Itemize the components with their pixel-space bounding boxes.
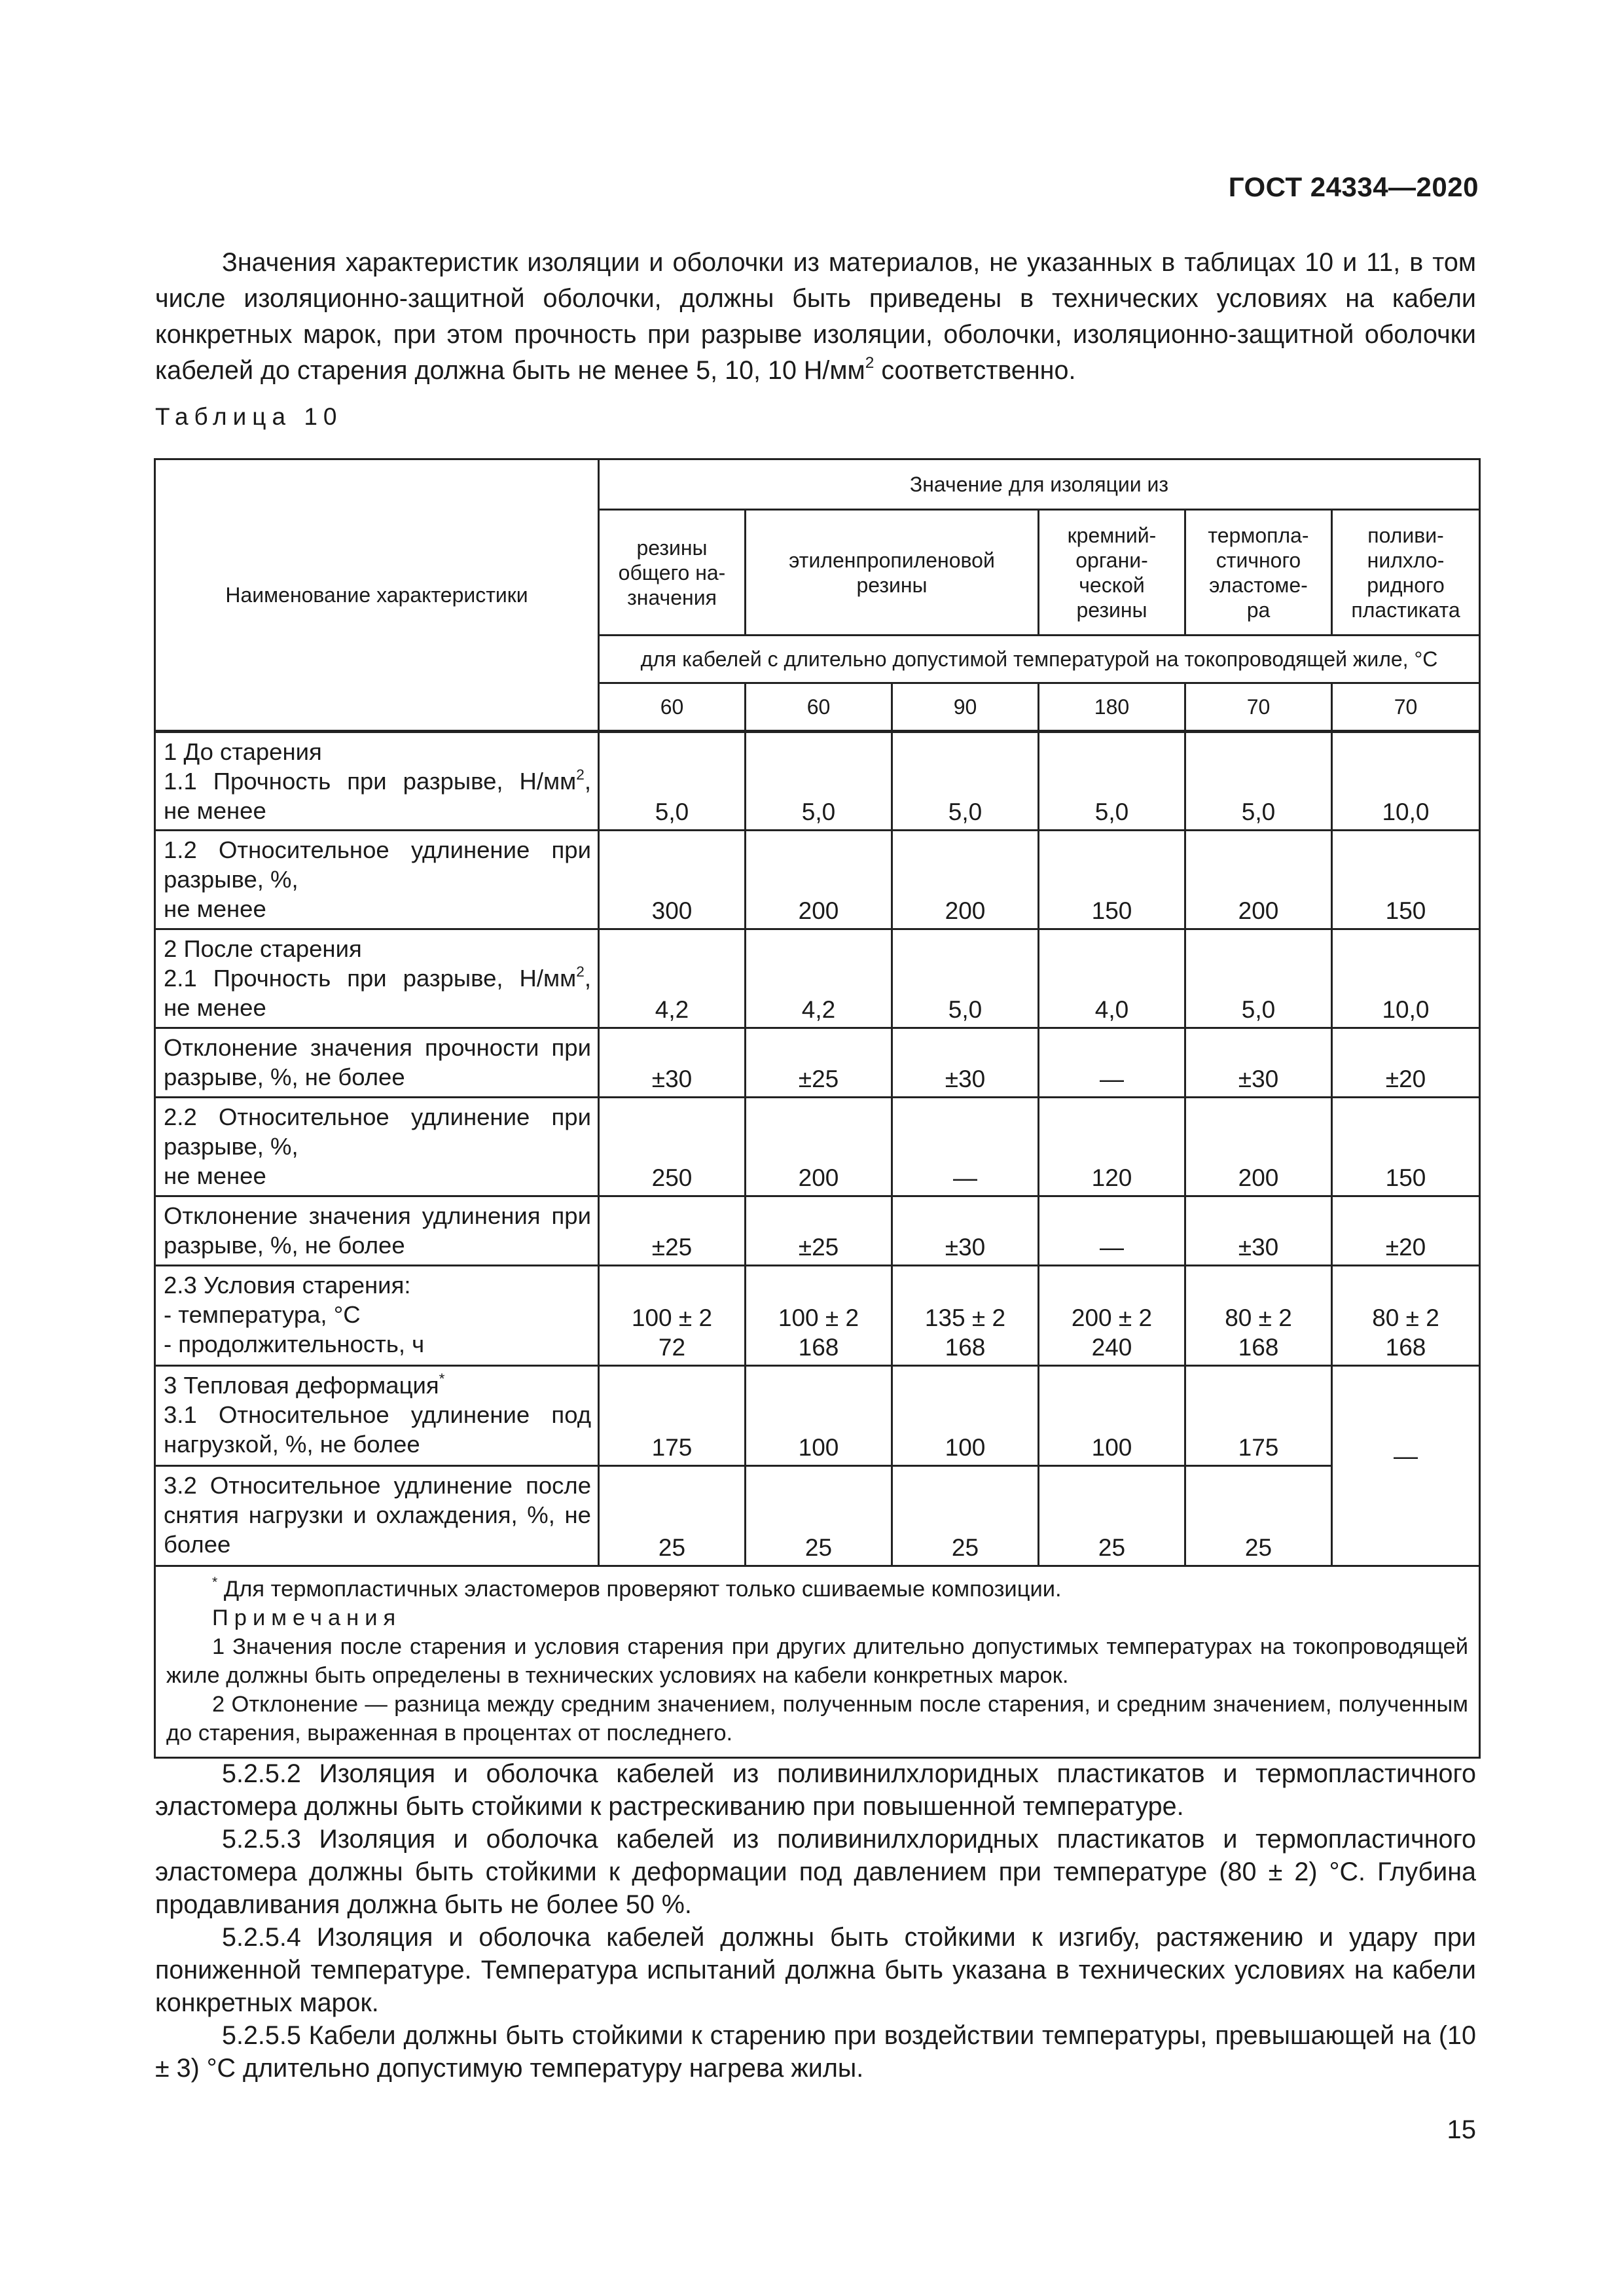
footnote: * Для термопластичных эластомеров проверяют только сшиваемые композиции. [212, 1574, 1062, 1602]
table-notes-row [155, 1566, 1480, 1758]
table-row [155, 1466, 1480, 1566]
table-row [155, 1366, 1480, 1466]
header-material-silicone: кремний- органи- ческой резины [1039, 510, 1185, 636]
header-temp: 70 [1185, 683, 1332, 732]
table-cell: ±25 [746, 1028, 892, 1098]
table-cell: 100 [746, 1366, 892, 1466]
table-cell: 150 [1332, 831, 1480, 929]
table-cell: 100 [892, 1366, 1039, 1466]
table-cell: 5,0 [746, 732, 892, 831]
table-cell: — [1039, 1028, 1185, 1098]
properties-table [154, 458, 1481, 1759]
intro-paragraph [155, 245, 1476, 389]
table-cell: 200 ± 2 240 [1039, 1266, 1185, 1366]
header-temp: 70 [1332, 683, 1480, 732]
table-cell: 10,0 [1332, 732, 1480, 831]
row-label: Отклонение значения прочности при разрыве, %, не более [155, 1028, 599, 1098]
header-temp: 180 [1039, 683, 1185, 732]
table-cell: 5,0 [892, 732, 1039, 831]
table-cell: ±25 [599, 1196, 746, 1266]
paragraph-5-2-5-5: 5.2.5.5 Кабели должны быть стойкими к старению при воздействии температуры, превышающей на (10 ± 3) °С длительно допустимую температуру нагрева жилы. [155, 2021, 1476, 2083]
header-temp-caption: для кабелей с длительно допустимой температурой на токопроводящей жиле, °С [599, 636, 1480, 683]
table-cell: — [1039, 1196, 1185, 1266]
table-cell: 175 [599, 1366, 746, 1466]
note-2: 2 Отклонение — разница между средним значением, полученным после старения, и средним значением, полученным до старения, выраженная в процентах от последнего. [166, 1692, 1468, 1746]
table-cell: 25 [892, 1466, 1039, 1566]
header-group-title: Значение для изоляции из [599, 459, 1480, 510]
row-label: 1.2 Относительное удлинение при разрыве, %, не менее [155, 831, 599, 929]
table-caption: Таблица 10 [155, 403, 343, 430]
note-1: 1 Значения после старения и условия старения при других длительно допустимых температурах на токопроводящей жиле должны быть определены в технических условиях на кабели конкретных марок. [166, 1634, 1468, 1688]
table-cell-pvc-merged: — [1332, 1366, 1480, 1566]
table-cell: ±30 [599, 1028, 746, 1098]
table-cell: ±30 [892, 1028, 1039, 1098]
table-cell: 5,0 [1185, 929, 1332, 1028]
row-label: 3 Тепловая деформация* 3.1 Относительное удлинение под нагрузкой, %, не более [155, 1366, 599, 1466]
table-row [155, 1098, 1480, 1196]
table-cell: 200 [746, 831, 892, 929]
table-cell: 25 [1039, 1466, 1185, 1566]
table-cell: 200 [746, 1098, 892, 1196]
table-cell: — [892, 1098, 1039, 1196]
header-temp: 60 [746, 683, 892, 732]
header-material-tpe: термопла- стичного эластоме- ра [1185, 510, 1332, 636]
paragraph-5-2-5-4: 5.2.5.4 Изоляция и оболочка кабелей должны быть стойкими к изгибу, растяжению и удару при пониженной температуре. Температура испытаний должна быть указана в технических условиях на кабели конкретных марок. [155, 1923, 1476, 2017]
table-cell: 4,2 [599, 929, 746, 1028]
table-cell: 150 [1039, 831, 1185, 929]
row-label: 2 После старения 2.1 Прочность при разрыве, $Н/мм^2$, не менее [155, 929, 599, 1028]
header-temp: 90 [892, 683, 1039, 732]
table-cell: 25 [1185, 1466, 1332, 1566]
table-row [155, 1028, 1480, 1098]
table-row [155, 1196, 1480, 1266]
table-cell: 25 [746, 1466, 892, 1566]
table-cell: 4,0 [1039, 929, 1185, 1028]
table-cell: ±25 [746, 1196, 892, 1266]
table-notes [155, 1566, 1480, 1758]
table-cell: 135 ± 2 168 [892, 1266, 1039, 1366]
row-label: 3.2 Относительное удлинение после снятия нагрузки и охлаждения, %, не более [155, 1466, 599, 1566]
table-cell: ±20 [1332, 1196, 1480, 1266]
table-cell: 100 ± 2 168 [746, 1266, 892, 1366]
table-cell: ±30 [1185, 1028, 1332, 1098]
body-paragraphs [155, 1757, 1476, 2085]
table-cell: 4,2 [746, 929, 892, 1028]
table-cell: 100 ± 2 72 [599, 1266, 746, 1366]
table-row [155, 831, 1480, 929]
intro-text: Значения характеристик изоляции и оболочки из материалов, не указанных в таблицах 10 и 11, в том числе изоляционно-защитной оболочки, должны быть приведены в технических условиях на кабели конкретных марок, при этом прочность при разрыве изоляции, оболочки, изоляционно-защитной оболочки кабелей до старения должна быть не менее 5, 10, 10 Н/мм [155, 248, 1476, 385]
table-cell: 80 ± 2 168 [1185, 1266, 1332, 1366]
table-row [155, 732, 1480, 831]
row-label: 2.2 Относительное удлинение при разрыве, %, не менее [155, 1098, 599, 1196]
table-cell: 5,0 [1185, 732, 1332, 831]
table-cell: 100 [1039, 1366, 1185, 1466]
header-material-pvc: поливи- нилхло- ридного пластиката [1332, 510, 1480, 636]
row-label: 1 До старения 1.1 Прочность при разрыве, $Н/мм^2$, не менее [155, 732, 599, 831]
table-cell: 175 [1185, 1366, 1332, 1466]
table-cell: 200 [1185, 831, 1332, 929]
header-temp: 60 [599, 683, 746, 732]
header-material-epr: этиленпропиленовой резины [746, 510, 1039, 636]
table-cell: 150 [1332, 1098, 1480, 1196]
document-code: ГОСТ 24334—2020 [1228, 171, 1479, 202]
notes-heading: Примечания [212, 1605, 402, 1630]
table-cell: 200 [1185, 1098, 1332, 1196]
row-label: 2.3 Условия старения: - температура, °С - продолжительность, ч [155, 1266, 599, 1366]
table-cell: 25 [599, 1466, 746, 1566]
table-cell: 5,0 [599, 732, 746, 831]
paragraph-5-2-5-2: 5.2.5.2 Изоляция и оболочка кабелей из поливинилхлоридных пластикатов и термопластичного эластомера должны быть стойкими к растрескиванию при повышенной температуре. [155, 1759, 1476, 1821]
table-cell: 5,0 [1039, 732, 1185, 831]
table-cell: 10,0 [1332, 929, 1480, 1028]
table-cell: 5,0 [892, 929, 1039, 1028]
table-cell: ±30 [1185, 1196, 1332, 1266]
table-cell: 120 [1039, 1098, 1185, 1196]
paragraph-5-2-5-3: 5.2.5.3 Изоляция и оболочка кабелей из поливинилхлоридных пластикатов и термопластичного эластомера должны быть стойкими к деформации под давлением при температуре (80 ± 2) °С. Глубина продавливания должна быть не более 50 %. [155, 1825, 1476, 1919]
table-cell: 80 ± 2 168 [1332, 1266, 1480, 1366]
table-cell: ±30 [892, 1196, 1039, 1266]
table-cell: ±20 [1332, 1028, 1480, 1098]
table-row [155, 1266, 1480, 1366]
table-cell: 200 [892, 831, 1039, 929]
table-cell: 300 [599, 831, 746, 929]
row-label: Отклонение значения удлинения при разрыве, %, не более [155, 1196, 599, 1266]
intro-text-end: соответственно. [874, 356, 1076, 385]
table-row [155, 929, 1480, 1028]
page-number: 15 [1447, 2115, 1476, 2144]
header-name-col: Наименование характеристики [155, 459, 599, 732]
table-cell: 250 [599, 1098, 746, 1196]
intro-sup: 2 [865, 354, 875, 372]
header-material-rubber: резины общего на- значения [599, 510, 746, 636]
